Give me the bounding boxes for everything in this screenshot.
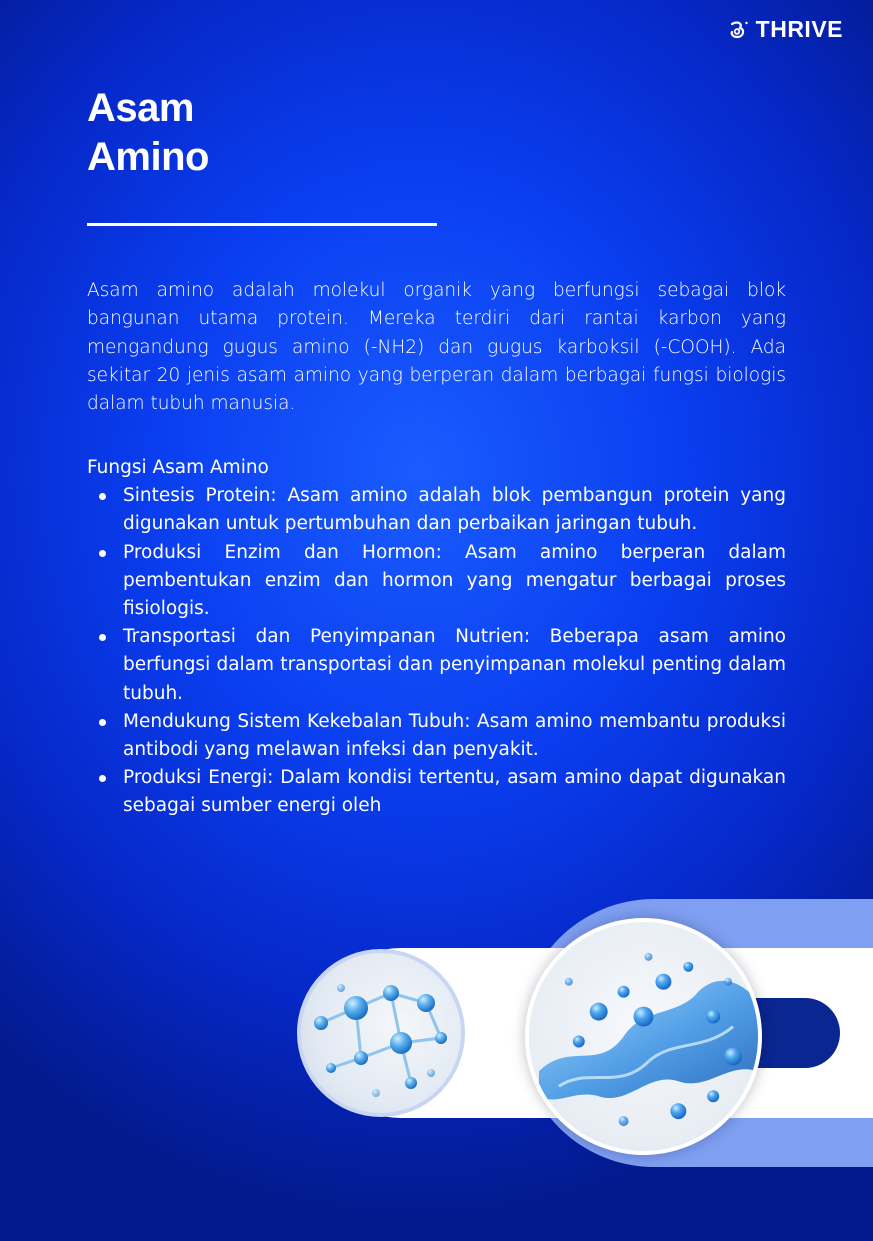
brand-name: THRIVE — [755, 16, 843, 42]
functions-section — [87, 454, 786, 821]
page-title-line-2: Amino — [87, 135, 209, 179]
list-item: Produksi Enzim dan Hormon: Asam amino berperan dalam pembentukan enzim dan hormon yang mengatur berbagai proses fisiologis. — [123, 539, 786, 624]
liquid-splash-image — [525, 918, 762, 1155]
molecule-illustration — [301, 953, 461, 1113]
list-item: Transportasi dan Penyimpanan Nutrien: Beberapa asam amino berfungsi dalam transportasi dan penyimpanan molekul penting dalam tubuh. — [123, 623, 786, 708]
brand-logo — [728, 16, 843, 43]
page-title-line-1: Asam — [87, 86, 194, 130]
list-item: Produksi Energi: Dalam kondisi tertentu, asam amino dapat digunakan sebagai sumber energi oleh — [123, 764, 786, 820]
list-item: Sintesis Protein: Asam amino adalah blok pembangun protein yang digunakan untuk pertumbuhan dan perbaikan jaringan tubuh. — [123, 482, 786, 538]
intro-paragraph: Asam amino adalah molekul organik yang berfungsi sebagai blok bangunan utama protein. Mereka terdiri dari rantai karbon yang mengandung gugus amino (-NH2) dan gugus karboksil (-COOH). Ada sekitar 20 jenis asam amino yang berperan dalam berbagai fungsi biologis dalam tubuh manusia. — [87, 280, 786, 415]
functions-list — [87, 482, 786, 820]
liquid-splash-illustration — [529, 922, 758, 1151]
thrive-logo-icon — [728, 19, 750, 41]
functions-heading: Fungsi Asam Amino — [87, 457, 269, 478]
page-title — [87, 84, 209, 182]
list-item: Mendukung Sistem Kekebalan Tubuh: Asam amino membantu produksi antibodi yang melawan infeksi dan penyakit. — [123, 708, 786, 764]
molecule-structure-image — [297, 949, 465, 1117]
title-divider — [87, 223, 437, 226]
